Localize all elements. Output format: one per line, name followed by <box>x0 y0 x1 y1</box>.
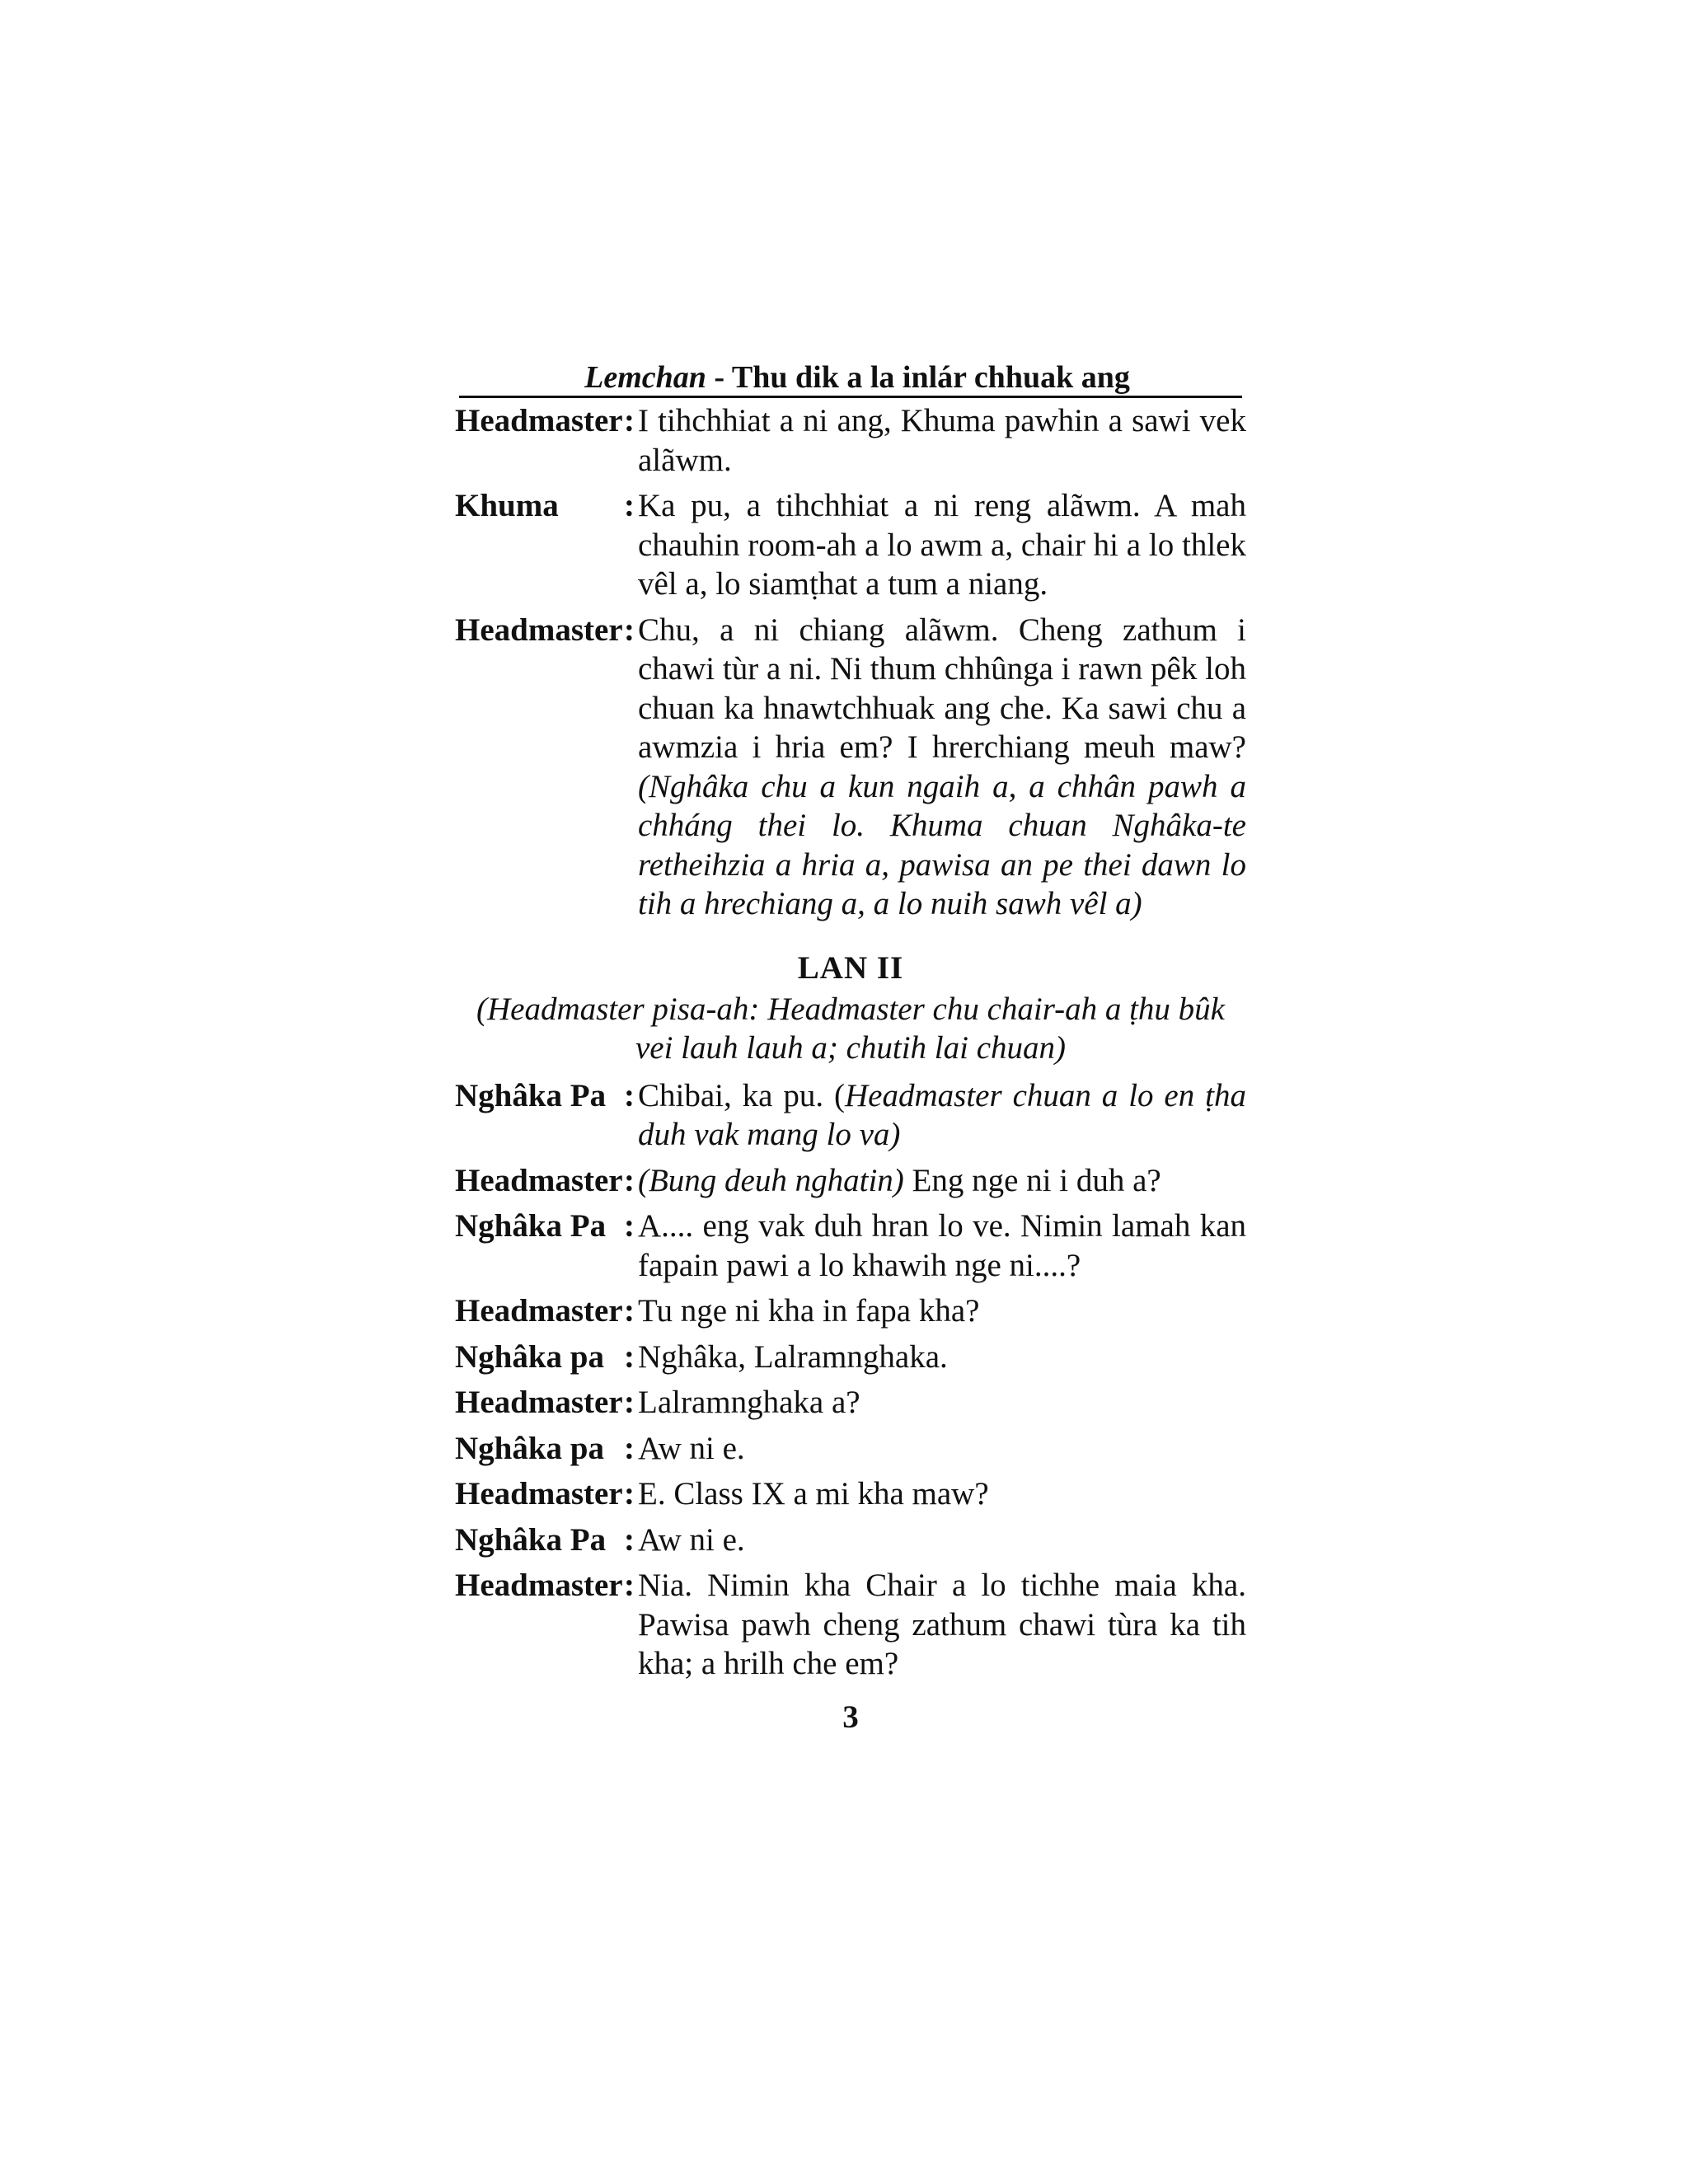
speaker-label: Nghâka pa <box>455 1338 604 1375</box>
dialogue-line <box>455 486 1246 604</box>
speech-text <box>638 1291 1246 1331</box>
speaker-name <box>455 1566 638 1684</box>
dialogue-line <box>455 611 1246 924</box>
speaker-name <box>455 486 638 604</box>
dialogue-line <box>455 1566 1246 1684</box>
speech-text <box>638 611 1246 924</box>
speech-text <box>638 1161 1246 1201</box>
speaker-colon: : <box>624 403 635 438</box>
speech-segment: Lalramnghaka a? <box>638 1385 860 1420</box>
header-rule-right <box>1130 359 1242 398</box>
speech-segment: E. Class IX a mi kha maw? <box>638 1476 989 1511</box>
speech-segment: Ka pu, a tihchhiat a ni reng alãwm. A mah chauhin room-ah a lo awm a, chair hi a lo thlek vêl a, lo siamṭhat a tum a niang. <box>638 488 1246 602</box>
speaker-label: Headmaster <box>455 1385 623 1420</box>
speech-text <box>638 401 1246 480</box>
dialogue-line <box>455 1383 1246 1422</box>
speaker-label: Nghâka Pa <box>455 1077 607 1113</box>
speech-segment: Nghâka, Lalramnghaka. <box>638 1338 948 1375</box>
speech-segment: I tihchhiat a ni ang, Khuma pawhin a sawi vek alãwm. <box>638 403 1246 478</box>
running-header <box>455 359 1246 398</box>
speaker-label: Headmaster <box>455 1293 623 1329</box>
speech-segment: A.... eng vak duh hran lo ve. Nimin lamah kan fapain pawi a lo khawih nge ni....? <box>638 1208 1246 1283</box>
stage-direction: (Nghâka chu a kun ngaih a, a chhân pawh a chháng thei lo. Khuma chuan Nghâka-te retheihzia a hria a, pawisa an pe thei dawn lo tih a hrechiang a, a lo nuih sawh vêl a) <box>638 768 1246 921</box>
speaker-name <box>455 401 638 480</box>
speaker-name <box>455 1383 638 1422</box>
speaker-colon: : <box>624 1430 635 1466</box>
speaker-name <box>455 1429 638 1469</box>
dialogue-line <box>455 1161 1246 1201</box>
speaker-colon: : <box>624 1476 635 1511</box>
speaker-label: Headmaster <box>455 1476 623 1511</box>
dialogue-line <box>455 1338 1246 1377</box>
speech-text <box>638 1566 1246 1684</box>
speaker-name <box>455 1338 638 1377</box>
stage-direction: Headmaster chuan a lo en ṭha duh vak mang lo va) <box>638 1077 1246 1152</box>
speaker-name <box>455 1474 638 1514</box>
speaker-colon: : <box>624 1568 635 1603</box>
speech-text <box>638 1076 1246 1155</box>
speech-text <box>638 1338 1246 1377</box>
speaker-name <box>455 1207 638 1285</box>
speaker-label: Headmaster <box>455 612 623 648</box>
speaker-label: Nghâka Pa <box>455 1208 607 1244</box>
speaker-colon: : <box>624 1208 635 1244</box>
dialogue-line <box>455 1076 1246 1155</box>
speaker-label: Nghâka Pa <box>455 1521 607 1558</box>
speech-text <box>638 1429 1246 1469</box>
speaker-name <box>455 1521 638 1560</box>
dialogue-line <box>455 401 1246 480</box>
header-title-italic: Lemchan <box>584 360 706 395</box>
dialogue-block-2 <box>455 1076 1246 1684</box>
speaker-colon: : <box>624 1077 635 1113</box>
speaker-label: Headmaster <box>455 1162 623 1198</box>
speech-segment: Eng nge ni i duh a? <box>903 1162 1161 1198</box>
speech-segment: Aw ni e. <box>638 1430 745 1466</box>
speech-text <box>638 1383 1246 1422</box>
speaker-name <box>455 1291 638 1331</box>
header-title-rest: - Thu dik a la inlár chhuak ang <box>706 360 1130 395</box>
speaker-colon: : <box>624 1293 635 1329</box>
speech-segment: Nia. Nimin kha Chair a lo tichhe maia kha. Pawisa pawh cheng zathum chawi tùra ka tih kha; a hrilh che em? <box>638 1568 1246 1681</box>
dialogue-line <box>455 1474 1246 1514</box>
speech-segment: Chu, a ni chiang alãwm. Cheng zathum i chawi tùr a ni. Ni thum chhûnga i rawn pêk loh chuan ka hnawtchhuak ang che. Ka sawi chu a awmzia i hria em? I hrerchiang meuh maw? <box>638 612 1246 765</box>
dialogue-line <box>455 1291 1246 1331</box>
header-title <box>584 359 1130 398</box>
speaker-colon: : <box>624 488 635 523</box>
speech-text <box>638 486 1246 604</box>
speaker-label: Headmaster <box>455 403 623 438</box>
dialogue-line <box>455 1207 1246 1285</box>
page-number: 3 <box>842 1699 859 1735</box>
speaker-colon: : <box>624 1162 635 1198</box>
speaker-name <box>455 611 638 924</box>
scene-direction: (Headmaster pisa-ah: Headmaster chu chair-ah a ṭhu bûk vei lauh lauh a; chutih lai chuan) <box>476 991 1225 1066</box>
speaker-colon: : <box>624 1338 635 1375</box>
dialogue-line <box>455 1521 1246 1560</box>
speech-segment: Chibai, ka pu. ( <box>638 1077 846 1113</box>
header-rule-left <box>459 359 584 398</box>
stage-direction: (Bung deuh nghatin) <box>638 1162 904 1198</box>
speaker-colon: : <box>624 612 635 648</box>
speaker-label: Khuma <box>455 488 559 523</box>
speaker-label: Nghâka pa <box>455 1430 604 1466</box>
speaker-colon: : <box>624 1521 635 1558</box>
dialogue-line <box>455 1429 1246 1469</box>
dialogue-block-1 <box>455 401 1246 924</box>
speech-text <box>638 1521 1246 1560</box>
speech-text <box>638 1207 1246 1285</box>
speaker-name <box>455 1161 638 1201</box>
scene-heading: LAN II <box>797 949 904 986</box>
speech-segment: Aw ni e. <box>638 1521 745 1558</box>
speaker-colon: : <box>624 1385 635 1420</box>
speech-text <box>638 1474 1246 1514</box>
speaker-label: Headmaster <box>455 1568 623 1603</box>
page-content <box>455 359 1246 1736</box>
speech-segment: Tu nge ni kha in fapa kha? <box>638 1293 980 1329</box>
speaker-name <box>455 1076 638 1155</box>
